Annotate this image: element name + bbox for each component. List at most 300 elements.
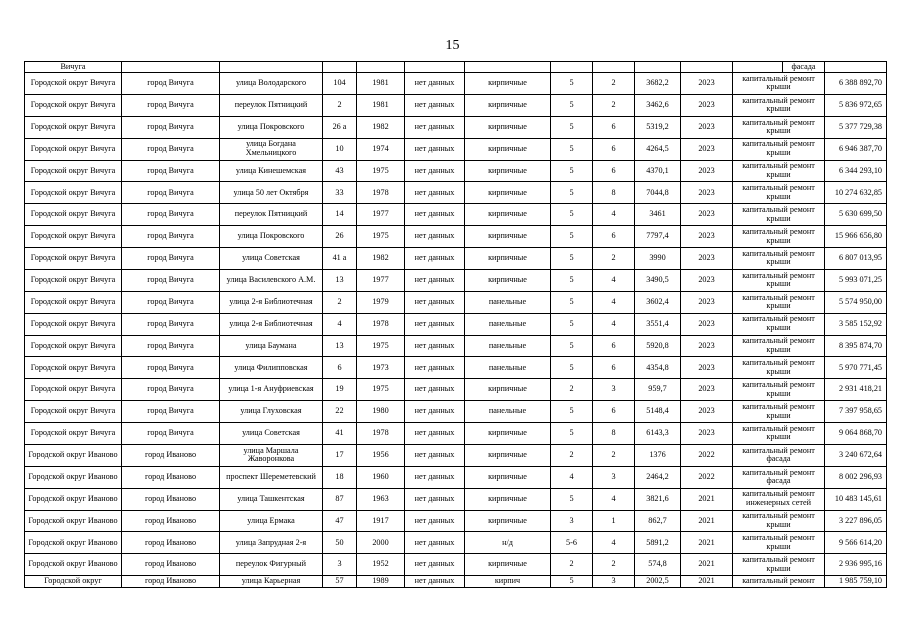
settlement-cell: город Вичуга: [122, 160, 220, 182]
entrances-cell: 2: [593, 444, 635, 466]
floors-cell: 5: [551, 94, 593, 116]
area-cell: 4354,8: [635, 357, 681, 379]
year-cell: 2000: [357, 532, 405, 554]
planned-year-cell: 2023: [681, 423, 733, 445]
floors-cell: 2: [551, 379, 593, 401]
table-row: [25, 269, 887, 291]
planned-year-cell: 2023: [681, 226, 733, 248]
settlement-cell: город Вичуга: [122, 379, 220, 401]
floors-cell: 5: [551, 160, 593, 182]
extra-year-cell: нет данных: [405, 554, 465, 576]
municipality-cell: Городской округ Иваново: [25, 444, 122, 466]
entrances-cell: 6: [593, 401, 635, 423]
year-cell: 1973: [357, 357, 405, 379]
carryover-cell: [733, 62, 783, 73]
area-cell: 3682,2: [635, 73, 681, 95]
floors-cell: 5: [551, 182, 593, 204]
year-cell: 1981: [357, 73, 405, 95]
table-row: [25, 379, 887, 401]
entrances-cell: 3: [593, 576, 635, 588]
area-cell: 3462,6: [635, 94, 681, 116]
extra-year-cell: нет данных: [405, 510, 465, 532]
area-cell: 862,7: [635, 510, 681, 532]
planned-year-cell: 2023: [681, 182, 733, 204]
house-number-cell: 47: [323, 510, 357, 532]
year-cell: 1917: [357, 510, 405, 532]
entrances-cell: 6: [593, 160, 635, 182]
table-row: [25, 248, 887, 270]
table-row: [25, 488, 887, 510]
table-row: [25, 510, 887, 532]
table-row: [25, 554, 887, 576]
entrances-cell: 4: [593, 269, 635, 291]
area-cell: 5891,2: [635, 532, 681, 554]
extra-year-cell: нет данных: [405, 182, 465, 204]
area-cell: 7044,8: [635, 182, 681, 204]
work-type-cell: капитальный ремонт крыши: [733, 357, 825, 379]
area-cell: 3602,4: [635, 291, 681, 313]
wall-material-cell: кирпичные: [465, 379, 551, 401]
planned-year-cell: 2023: [681, 401, 733, 423]
extra-year-cell: нет данных: [405, 160, 465, 182]
settlement-cell: город Иваново: [122, 488, 220, 510]
floors-cell: 5-6: [551, 532, 593, 554]
table-row: [25, 73, 887, 95]
wall-material-cell: панельные: [465, 401, 551, 423]
settlement-cell: город Вичуга: [122, 401, 220, 423]
cost-cell: 6 344 293,10: [825, 160, 887, 182]
floors-cell: 5: [551, 269, 593, 291]
work-type-cell: капитальный ремонт крыши: [733, 138, 825, 160]
table-row: [25, 204, 887, 226]
planned-year-cell: 2021: [681, 532, 733, 554]
table-row: [25, 313, 887, 335]
year-cell: 1989: [357, 576, 405, 588]
house-number-cell: 10: [323, 138, 357, 160]
wall-material-cell: кирпичные: [465, 204, 551, 226]
settlement-cell: город Вичуга: [122, 138, 220, 160]
extra-year-cell: нет данных: [405, 291, 465, 313]
entrances-cell: 3: [593, 466, 635, 488]
work-type-cell: капитальный ремонт крыши: [733, 269, 825, 291]
floors-cell: 5: [551, 73, 593, 95]
municipality-cell: Городской округ: [25, 576, 122, 588]
street-cell: улица Ермака: [220, 510, 323, 532]
year-cell: 1978: [357, 182, 405, 204]
wall-material-cell: кирпичные: [465, 160, 551, 182]
floors-cell: 4: [551, 466, 593, 488]
year-cell: 1977: [357, 269, 405, 291]
work-type-cell: капитальный ремонт крыши: [733, 510, 825, 532]
wall-material-cell: кирпич: [465, 576, 551, 588]
municipality-cell: Городской округ Вичуга: [25, 226, 122, 248]
entrances-cell: 4: [593, 532, 635, 554]
carryover-cell: [635, 62, 681, 73]
wall-material-cell: панельные: [465, 357, 551, 379]
entrances-cell: 6: [593, 357, 635, 379]
house-number-cell: 50: [323, 532, 357, 554]
wall-material-cell: панельные: [465, 313, 551, 335]
house-number-cell: 87: [323, 488, 357, 510]
table-row: [25, 423, 887, 445]
cost-cell: 8 395 874,70: [825, 335, 887, 357]
floors-cell: 3: [551, 510, 593, 532]
floors-cell: 5: [551, 335, 593, 357]
table-row-carryover: [25, 62, 887, 73]
carryover-cell: [681, 62, 733, 73]
extra-year-cell: нет данных: [405, 138, 465, 160]
wall-material-cell: кирпичные: [465, 510, 551, 532]
municipality-cell: Городской округ Вичуга: [25, 73, 122, 95]
street-cell: улица Глуховская: [220, 401, 323, 423]
cost-cell: 9 064 868,70: [825, 423, 887, 445]
floors-cell: 5: [551, 204, 593, 226]
work-type-cell: капитальный ремонт крыши: [733, 182, 825, 204]
cost-cell: 6 946 387,70: [825, 138, 887, 160]
work-type-cell: капитальный ремонт крыши: [733, 423, 825, 445]
municipality-cell: Городской округ Иваново: [25, 554, 122, 576]
area-cell: 2002,5: [635, 576, 681, 588]
house-number-cell: 18: [323, 466, 357, 488]
municipality-cell: Городской округ Вичуга: [25, 182, 122, 204]
municipality-cell: Городской округ Иваново: [25, 532, 122, 554]
entrances-cell: 3: [593, 379, 635, 401]
house-number-cell: 2: [323, 291, 357, 313]
carryover-cell: [122, 62, 220, 73]
house-number-cell: 4: [323, 313, 357, 335]
planned-year-cell: 2023: [681, 335, 733, 357]
table-row: [25, 94, 887, 116]
planned-year-cell: 2021: [681, 554, 733, 576]
street-cell: улица Покровского: [220, 116, 323, 138]
work-type-cell: капитальный ремонт крыши: [733, 73, 825, 95]
extra-year-cell: нет данных: [405, 576, 465, 588]
municipality-cell: Городской округ Вичуга: [25, 357, 122, 379]
planned-year-cell: 2023: [681, 291, 733, 313]
work-type-cell: капитальный ремонт крыши: [733, 313, 825, 335]
entrances-cell: 6: [593, 335, 635, 357]
extra-year-cell: нет данных: [405, 248, 465, 270]
settlement-cell: город Вичуга: [122, 269, 220, 291]
planned-year-cell: 2023: [681, 116, 733, 138]
area-cell: 3551,4: [635, 313, 681, 335]
settlement-cell: город Вичуга: [122, 313, 220, 335]
area-cell: 574,8: [635, 554, 681, 576]
floors-cell: 5: [551, 576, 593, 588]
wall-material-cell: кирпичные: [465, 423, 551, 445]
settlement-cell: город Иваново: [122, 444, 220, 466]
table-row: [25, 357, 887, 379]
carryover-cell: [405, 62, 465, 73]
street-cell: улица Покровского: [220, 226, 323, 248]
wall-material-cell: кирпичные: [465, 444, 551, 466]
cost-cell: 7 397 958,65: [825, 401, 887, 423]
carryover-cell: [825, 62, 887, 73]
municipality-cell: Городской округ Вичуга: [25, 204, 122, 226]
entrances-cell: 4: [593, 488, 635, 510]
floors-cell: 2: [551, 444, 593, 466]
street-cell: улица 50 лет Октября: [220, 182, 323, 204]
area-cell: 3990: [635, 248, 681, 270]
cost-cell: 5 836 972,65: [825, 94, 887, 116]
cost-cell: 3 240 672,64: [825, 444, 887, 466]
street-cell: улица Богдана Хмельницкого: [220, 138, 323, 160]
cost-cell: 3 585 152,92: [825, 313, 887, 335]
area-cell: 959,7: [635, 379, 681, 401]
work-type-cell: капитальный ремонт крыши: [733, 94, 825, 116]
street-cell: проспект Шереметевский: [220, 466, 323, 488]
work-type-cell: капитальный ремонт крыши: [733, 335, 825, 357]
municipality-cell: Городской округ Вичуга: [25, 94, 122, 116]
year-cell: 1981: [357, 94, 405, 116]
entrances-cell: 8: [593, 423, 635, 445]
area-cell: 4264,5: [635, 138, 681, 160]
municipality-cell: Городской округ Вичуга: [25, 291, 122, 313]
wall-material-cell: н/д: [465, 532, 551, 554]
table-row: [25, 335, 887, 357]
street-cell: улица Запрудная 2-я: [220, 532, 323, 554]
planned-year-cell: 2023: [681, 313, 733, 335]
house-number-cell: 13: [323, 269, 357, 291]
house-number-cell: 17: [323, 444, 357, 466]
work-type-cell: капитальный ремонт крыши: [733, 226, 825, 248]
cost-cell: 5 574 950,00: [825, 291, 887, 313]
year-cell: 1978: [357, 313, 405, 335]
planned-year-cell: 2023: [681, 94, 733, 116]
work-type-cell: капитальный ремонт крыши: [733, 554, 825, 576]
year-cell: 1982: [357, 248, 405, 270]
wall-material-cell: кирпичные: [465, 73, 551, 95]
planned-year-cell: 2023: [681, 269, 733, 291]
page-number: 15: [445, 38, 460, 53]
carryover-cell: Вичуга: [25, 62, 122, 73]
settlement-cell: город Вичуга: [122, 291, 220, 313]
wall-material-cell: кирпичные: [465, 182, 551, 204]
cost-cell: 5 993 071,25: [825, 269, 887, 291]
table-row: [25, 182, 887, 204]
floors-cell: 5: [551, 401, 593, 423]
settlement-cell: город Вичуга: [122, 335, 220, 357]
cost-cell: 15 966 656,80: [825, 226, 887, 248]
table-row: [25, 160, 887, 182]
work-type-cell: капитальный ремонт крыши: [733, 160, 825, 182]
house-number-cell: 3: [323, 554, 357, 576]
extra-year-cell: нет данных: [405, 444, 465, 466]
table-body: [25, 62, 887, 588]
floors-cell: 5: [551, 357, 593, 379]
floors-cell: 2: [551, 554, 593, 576]
house-number-cell: 33: [323, 182, 357, 204]
cost-cell: 2 931 418,21: [825, 379, 887, 401]
area-cell: 7797,4: [635, 226, 681, 248]
area-cell: 3461: [635, 204, 681, 226]
table-row: [25, 532, 887, 554]
municipality-cell: Городской округ Иваново: [25, 466, 122, 488]
wall-material-cell: кирпичные: [465, 138, 551, 160]
municipality-cell: Городской округ Вичуга: [25, 269, 122, 291]
house-number-cell: 2: [323, 94, 357, 116]
year-cell: 1975: [357, 160, 405, 182]
year-cell: 1975: [357, 335, 405, 357]
extra-year-cell: нет данных: [405, 423, 465, 445]
floors-cell: 5: [551, 291, 593, 313]
floors-cell: 5: [551, 248, 593, 270]
street-cell: улица 2-я Библиотечная: [220, 291, 323, 313]
cost-cell: 1 985 759,10: [825, 576, 887, 588]
street-cell: улица Ташкентская: [220, 488, 323, 510]
year-cell: 1956: [357, 444, 405, 466]
street-cell: улица 1-я Ануфриевская: [220, 379, 323, 401]
table-row: [25, 226, 887, 248]
entrances-cell: 2: [593, 94, 635, 116]
area-cell: 3490,5: [635, 269, 681, 291]
wall-material-cell: кирпичные: [465, 554, 551, 576]
work-type-cell: капитальный ремонт инженерных сетей: [733, 488, 825, 510]
year-cell: 1977: [357, 204, 405, 226]
entrances-cell: 8: [593, 182, 635, 204]
extra-year-cell: нет данных: [405, 532, 465, 554]
municipality-cell: Городской округ Вичуга: [25, 335, 122, 357]
settlement-cell: город Иваново: [122, 554, 220, 576]
planned-year-cell: 2021: [681, 488, 733, 510]
extra-year-cell: нет данных: [405, 269, 465, 291]
wall-material-cell: кирпичные: [465, 269, 551, 291]
cost-cell: 6 388 892,70: [825, 73, 887, 95]
area-cell: 5319,2: [635, 116, 681, 138]
year-cell: 1974: [357, 138, 405, 160]
house-number-cell: 57: [323, 576, 357, 588]
area-cell: 5148,4: [635, 401, 681, 423]
wall-material-cell: кирпичные: [465, 488, 551, 510]
house-number-cell: 14: [323, 204, 357, 226]
extra-year-cell: нет данных: [405, 116, 465, 138]
cost-cell: 3 227 896,05: [825, 510, 887, 532]
house-number-cell: 22: [323, 401, 357, 423]
cost-cell: 10 483 145,61: [825, 488, 887, 510]
street-cell: улица Карьерная: [220, 576, 323, 588]
extra-year-cell: нет данных: [405, 357, 465, 379]
carryover-cell: [357, 62, 405, 73]
floors-cell: 5: [551, 116, 593, 138]
table-row: [25, 401, 887, 423]
planned-year-cell: 2022: [681, 466, 733, 488]
work-type-cell: капитальный ремонт крыши: [733, 116, 825, 138]
extra-year-cell: нет данных: [405, 401, 465, 423]
work-type-cell: капитальный ремонт фасада: [733, 444, 825, 466]
year-cell: 1975: [357, 226, 405, 248]
planned-year-cell: 2023: [681, 138, 733, 160]
settlement-cell: город Иваново: [122, 466, 220, 488]
work-type-cell: капитальный ремонт крыши: [733, 291, 825, 313]
area-cell: 5920,8: [635, 335, 681, 357]
cost-cell: 6 807 013,95: [825, 248, 887, 270]
cost-cell: 8 002 296,93: [825, 466, 887, 488]
planned-year-cell: 2023: [681, 204, 733, 226]
extra-year-cell: нет данных: [405, 466, 465, 488]
table-row: [25, 291, 887, 313]
settlement-cell: город Иваново: [122, 576, 220, 588]
planned-year-cell: 2022: [681, 444, 733, 466]
street-cell: улица Кинешемская: [220, 160, 323, 182]
entrances-cell: 6: [593, 116, 635, 138]
house-number-cell: 13: [323, 335, 357, 357]
house-number-cell: 6: [323, 357, 357, 379]
municipality-cell: Городской округ Иваново: [25, 510, 122, 532]
extra-year-cell: нет данных: [405, 488, 465, 510]
work-type-cell: капитальный ремонт фасада: [733, 466, 825, 488]
street-cell: улица Василевского А.М.: [220, 269, 323, 291]
extra-year-cell: нет данных: [405, 94, 465, 116]
wall-material-cell: кирпичные: [465, 248, 551, 270]
wall-material-cell: кирпичные: [465, 226, 551, 248]
house-number-cell: 41 а: [323, 248, 357, 270]
municipality-cell: Городской округ Вичуга: [25, 248, 122, 270]
entrances-cell: 6: [593, 138, 635, 160]
year-cell: 1978: [357, 423, 405, 445]
area-cell: 2464,2: [635, 466, 681, 488]
table-row: [25, 466, 887, 488]
municipality-cell: Городской округ Иваново: [25, 488, 122, 510]
house-number-cell: 104: [323, 73, 357, 95]
settlement-cell: город Вичуга: [122, 248, 220, 270]
house-number-cell: 43: [323, 160, 357, 182]
carryover-cell: [465, 62, 551, 73]
planned-year-cell: 2021: [681, 510, 733, 532]
wall-material-cell: кирпичные: [465, 94, 551, 116]
street-cell: улица Володарского: [220, 73, 323, 95]
entrances-cell: 4: [593, 204, 635, 226]
floors-cell: 5: [551, 226, 593, 248]
year-cell: 1980: [357, 401, 405, 423]
cost-cell: 5 970 771,45: [825, 357, 887, 379]
municipality-cell: Городской округ Вичуга: [25, 423, 122, 445]
entrances-cell: 2: [593, 73, 635, 95]
table-row: [25, 116, 887, 138]
work-type-cell: капитальный ремонт крыши: [733, 204, 825, 226]
area-cell: 1376: [635, 444, 681, 466]
wall-material-cell: панельные: [465, 335, 551, 357]
carryover-cell: [220, 62, 323, 73]
extra-year-cell: нет данных: [405, 204, 465, 226]
extra-year-cell: нет данных: [405, 313, 465, 335]
work-type-cell: капитальный ремонт крыши: [733, 248, 825, 270]
carryover-cell: [551, 62, 593, 73]
cost-cell: 2 936 995,16: [825, 554, 887, 576]
street-cell: улица Советская: [220, 248, 323, 270]
planned-year-cell: 2023: [681, 160, 733, 182]
wall-material-cell: панельные: [465, 291, 551, 313]
house-number-cell: 41: [323, 423, 357, 445]
cost-cell: 10 274 632,85: [825, 182, 887, 204]
extra-year-cell: нет данных: [405, 379, 465, 401]
planned-year-cell: 2023: [681, 73, 733, 95]
work-type-cell: капитальный ремонт крыши: [733, 379, 825, 401]
street-cell: улица Советская: [220, 423, 323, 445]
municipality-cell: Городской округ Вичуга: [25, 138, 122, 160]
floors-cell: 5: [551, 488, 593, 510]
carryover-cell: фасада: [783, 62, 825, 73]
cost-cell: 5 377 729,38: [825, 116, 887, 138]
house-number-cell: 26: [323, 226, 357, 248]
year-cell: 1960: [357, 466, 405, 488]
municipality-cell: Городской округ Вичуга: [25, 401, 122, 423]
cost-cell: 5 630 699,50: [825, 204, 887, 226]
street-cell: улица 2-я Библиотечная: [220, 313, 323, 335]
floors-cell: 5: [551, 138, 593, 160]
entrances-cell: 2: [593, 554, 635, 576]
year-cell: 1963: [357, 488, 405, 510]
entrances-cell: 4: [593, 291, 635, 313]
